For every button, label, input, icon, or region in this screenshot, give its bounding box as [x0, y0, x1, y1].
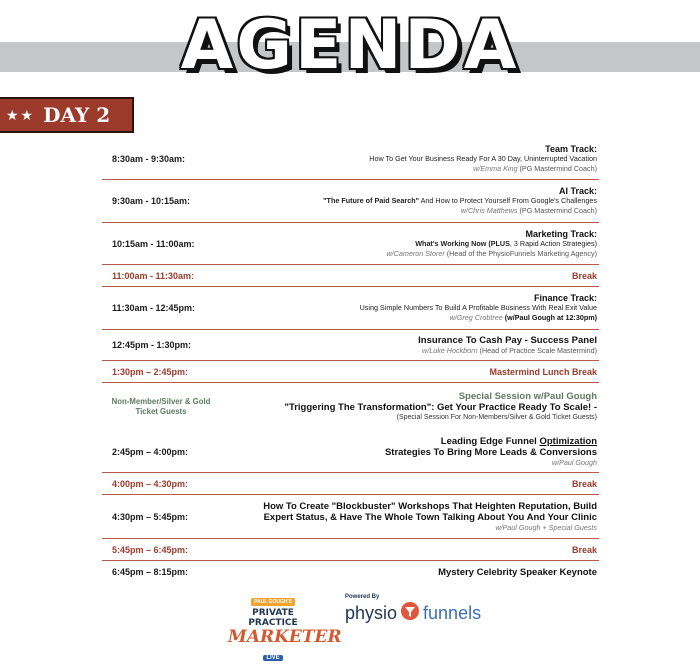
session-time: 4:30pm – 5:45pm: — [112, 511, 189, 522]
speaker: w/Paul Gough — [551, 457, 597, 467]
session-details — [230, 144, 599, 174]
session-title: Insurance To Cash Pay - Success Panel — [418, 334, 597, 346]
funnel-icon — [399, 600, 421, 627]
speaker: w/Luke Hockborn (Head of Practice Scale Mastermind) — [422, 345, 597, 355]
private-practice-marketer-logo: PAUL GOUGH'S PRIVATE PRACTICE MARKETER LIVE — [228, 599, 342, 661]
session-time: 8:30am - 9:30am: — [112, 153, 186, 164]
physiofunnels-logo: Powered By physio funnels — [345, 594, 481, 627]
session-subtitle: Using Simple Numbers To Build A Profitable Business With Real Exit Value — [359, 303, 597, 312]
session-time: 2:45pm – 4:00pm: — [112, 446, 189, 457]
break-row — [102, 361, 599, 383]
session-time: 11:30am - 12:45pm: — [112, 303, 196, 313]
session-time: 11:00am - 11:30am: — [112, 270, 195, 281]
break-row — [102, 265, 599, 287]
agenda-row — [102, 383, 599, 431]
session-audience: Non-Member/Silver & Gold Ticket Guests — [111, 397, 211, 416]
session-time: 1:30pm – 2:45pm: — [112, 366, 189, 377]
agenda-row — [102, 561, 599, 583]
session-time: 12:45pm - 1:30pm: — [112, 340, 192, 350]
agenda-list — [102, 138, 599, 583]
session-details — [230, 436, 599, 468]
page-title: AGENDA — [180, 6, 520, 85]
stars-icon: ★★ — [6, 106, 36, 123]
track-title: Team Track: — [545, 143, 597, 154]
break-row — [102, 473, 599, 495]
track-title: Marketing Track: — [525, 228, 597, 239]
agenda-row — [102, 330, 599, 361]
agenda-row — [102, 287, 599, 330]
session-details — [220, 392, 599, 423]
session-details — [230, 293, 599, 323]
break-row — [102, 539, 599, 561]
session-details — [230, 335, 599, 356]
break-label: Break — [571, 270, 597, 281]
speaker: w/Cameron Storer (Head of the PhysioFunnels Marketing Agency) — [386, 248, 597, 258]
session-time: 6:45pm – 8:15pm: — [112, 567, 189, 577]
session-subtitle: "The Future of Paid Search" And How to Protect Yourself From Google's Challenges — [323, 196, 597, 205]
session-details — [230, 229, 599, 259]
speaker: w/Emma King (PG Mastermind Coach) — [473, 163, 597, 173]
session-details — [230, 567, 599, 578]
session-title: How To Create "Blockbuster" Workshops That Heighten Reputation, Build — [263, 500, 597, 512]
agenda-row — [102, 431, 599, 473]
break-label: Break — [571, 478, 597, 489]
track-title: Finance Track: — [533, 293, 597, 303]
session-title-line2: Strategies To Bring More Leads & Conversions — [384, 446, 597, 458]
session-title: "Triggering The Transformation": Get Your Practice Ready To Scale! - — [284, 401, 597, 413]
session-time: 10:15am - 11:00am: — [112, 238, 195, 249]
track-title: AI Track: — [558, 186, 597, 196]
day-label: DAY 2 — [43, 103, 111, 127]
break-label: Break — [571, 544, 597, 555]
session-title-line2: Expert Status, & Have The Whole Town Talking About You And Your Clinic — [263, 511, 597, 523]
agenda-row — [102, 223, 599, 265]
special-session-title: Special Session w/Paul Gough — [458, 390, 597, 402]
speaker: w/Paul Gough + Special Guests — [495, 522, 597, 532]
session-title: Mystery Celebrity Speaker Keynote — [438, 566, 597, 578]
session-time: 9:30am - 10:15am: — [112, 196, 191, 206]
session-subtitle: How To Get Your Business Ready For A 30 Day, Uninterrupted Vacation — [369, 153, 597, 163]
break-label: Mastermind Lunch Break — [489, 366, 597, 377]
session-title: Leading Edge Funnel Optimization — [440, 435, 597, 447]
agenda-row — [102, 180, 599, 223]
session-time: 4:00pm – 4:30pm: — [112, 478, 189, 489]
session-details — [230, 186, 599, 216]
agenda-row — [102, 495, 599, 539]
session-time: 5:45pm – 6:45pm: — [112, 544, 189, 555]
speaker: w/Chris Matthews (PG Mastermind Coach) — [460, 206, 597, 215]
footer — [0, 588, 700, 661]
day-badge — [0, 97, 134, 133]
agenda-row — [102, 138, 599, 180]
speaker: w/Greg Crobtree (w/Paul Gough at 12:30pm) — [449, 313, 597, 322]
session-subtitle: What's Working Now (PLUS, 3 Rapid Action Strategies) — [415, 238, 597, 248]
session-details — [230, 501, 599, 533]
session-note: (Special Session For Non-Members/Silver & Gold Ticket Guests) — [396, 413, 597, 421]
